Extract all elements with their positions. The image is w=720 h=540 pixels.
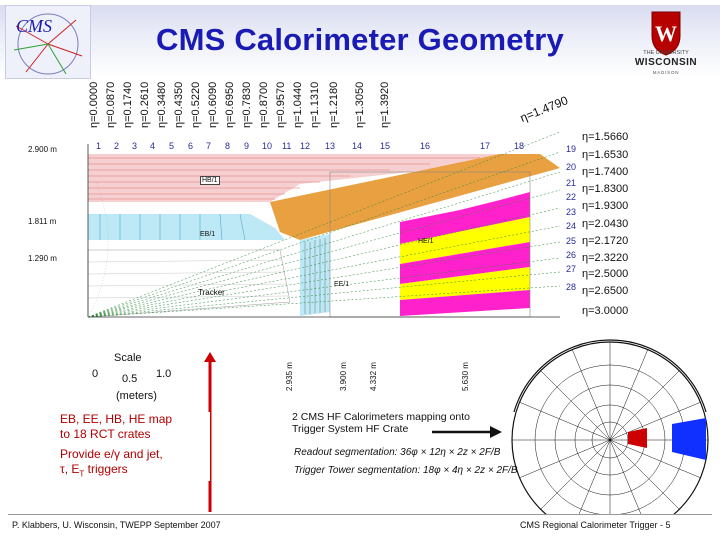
note-line2: to 18 RCT crates	[60, 427, 151, 441]
uw-crest-icon	[628, 8, 704, 56]
hf-disc-graphic	[502, 332, 714, 514]
uw-name-line2: WISCONSIN	[634, 57, 698, 68]
scale-unit: (meters)	[116, 390, 157, 402]
eta-top-label: η=1.2180	[328, 81, 340, 128]
eta-right-label: η=2.5000	[582, 268, 629, 280]
scale-half: 0.5	[122, 373, 138, 385]
dim-3900: 3.900 m	[339, 362, 348, 391]
footer-slide-number: CMS Regional Calorimeter Trigger - 5	[520, 520, 671, 530]
eta-top-label: η=0.0870	[105, 81, 117, 128]
hf-readout-segmentation: Readout segmentation: 36φ × 12η × 2z × 2F/B	[294, 447, 501, 458]
tower-number-top: 14	[352, 141, 363, 151]
tower-number-right: 25	[566, 236, 577, 246]
eta-top-label: η=0.3480	[156, 81, 168, 128]
hf-caption-line2: Trigger System HF Crate	[292, 423, 409, 435]
tower-number-top: 4	[150, 141, 156, 151]
dim-1811: 1.811 m	[28, 217, 57, 226]
eta-top-label: η=1.3920	[379, 81, 391, 128]
note-line1: EB, EE, HB, HE map	[60, 412, 173, 426]
tower-number-right: 20	[566, 162, 577, 172]
uw-name-line3: MADISON	[652, 70, 680, 75]
cms-logo-graphic	[6, 6, 90, 78]
svg-text:W: W	[655, 21, 677, 46]
eta-top-label: η=0.6950	[224, 81, 236, 128]
black-right-arrow	[432, 425, 502, 439]
tower-number-top: 5	[169, 141, 175, 151]
tower-number-top: 1	[96, 141, 102, 151]
tower-number-right: 24	[566, 221, 577, 231]
he-label: HE/1	[418, 238, 434, 245]
eta-top-label: η=0.5220	[190, 81, 202, 128]
eta-top-label: η=0.1740	[122, 81, 134, 128]
note-line3: Provide e/γ and jet,	[60, 447, 163, 461]
eta-top-label: η=0.0000	[88, 81, 100, 128]
page-title: CMS Calorimeter Geometry	[156, 22, 564, 57]
tower-number-top: 6	[188, 141, 194, 151]
eta-diagonal-label: η=1.4790	[518, 93, 570, 125]
tower-number-top: 2	[114, 141, 120, 151]
note-line4-start: τ, E	[60, 462, 80, 476]
tower-number-top: 13	[325, 141, 336, 151]
eta-top-label: η=0.9570	[275, 81, 287, 128]
eta-top-label: η=1.1310	[309, 81, 321, 128]
eta-top-label: η=0.4350	[173, 81, 185, 128]
tower-number-right: 21	[566, 178, 577, 188]
ee-label: EE/1	[334, 281, 350, 288]
hf-trigger-segmentation: Trigger Tower segmentation: 18φ × 4η × 2z × 2F/B	[294, 465, 518, 476]
tower-number-top: 9	[244, 141, 250, 151]
scale-label: Scale	[114, 352, 142, 364]
eta-right-label: η=2.1720	[582, 235, 629, 247]
cms-logo-text: CMS	[16, 16, 52, 36]
eb-label: EB/1	[200, 231, 216, 238]
note-line4	[60, 462, 210, 481]
tower-number-top: 12	[300, 141, 311, 151]
eta-right-label: η=1.8300	[582, 183, 629, 195]
tower-number-top: 3	[132, 141, 138, 151]
eta-right-label: η=1.5660	[582, 131, 629, 143]
tower-number-top: 18	[514, 141, 525, 151]
tower-number-top: 11	[282, 141, 292, 151]
dim-2900: 2.900 m	[28, 145, 57, 154]
tower-number-right: 27	[566, 264, 577, 274]
tower-number-top: 10	[262, 141, 273, 151]
eb-region	[88, 214, 285, 240]
eta-top-label: η=0.6090	[207, 81, 219, 128]
note-line4-end: triggers	[84, 462, 128, 476]
eta-right-label: η=2.6500	[582, 285, 629, 297]
tower-number-top: 8	[225, 141, 231, 151]
tower-number-top: 16	[420, 141, 431, 151]
uw-name-line1: THE UNIVERSITY	[643, 50, 689, 56]
tower-number-top: 15	[380, 141, 391, 151]
eta-top-label: η=1.3050	[354, 81, 366, 128]
tracker-label: Tracker	[198, 288, 225, 297]
hb-label: HB/1	[202, 177, 218, 184]
scale-one: 1.0	[156, 368, 172, 380]
tower-number-right: 26	[566, 250, 577, 260]
eta-top-label: η=0.2610	[139, 81, 151, 128]
tower-number-top: 7	[206, 141, 212, 151]
eta-right-label: η=1.9300	[582, 200, 629, 212]
tower-number-right: 19	[566, 144, 577, 154]
footer-divider	[8, 514, 712, 515]
note-line4-sub: T	[79, 469, 85, 479]
tower-number-right: 22	[566, 192, 577, 202]
hf-caption-line1: 2 CMS HF Calorimeters mapping onto	[292, 411, 470, 423]
eta-right-label: η=1.7400	[582, 166, 629, 178]
scale-zero: 0	[92, 368, 99, 380]
dim-4332: 4.332 m	[369, 362, 378, 391]
tower-number-top: 17	[480, 141, 491, 151]
footer-author: P. Klabbers, U. Wisconsin, TWEPP September 2007	[12, 520, 221, 530]
tower-number-right: 28	[566, 282, 577, 292]
eta-top-label: η=0.7830	[241, 81, 253, 128]
dim-5630: 5.630 m	[461, 362, 470, 391]
cms-logo	[5, 5, 91, 79]
dim-1290: 1.290 m	[28, 254, 57, 263]
rct-note-box	[60, 412, 210, 481]
eta-top-label: η=0.8700	[258, 81, 270, 128]
eta-top-label: η=1.0440	[292, 81, 304, 128]
eta-right-label: η=3.0000	[582, 305, 629, 317]
dim-2935: 2.935 m	[285, 362, 294, 391]
eta-right-label: η=2.0430	[582, 218, 629, 230]
tower-number-right: 23	[566, 207, 577, 217]
eta-right-label: η=1.6530	[582, 149, 629, 161]
eta-right-label: η=2.3220	[582, 252, 629, 264]
he-region	[400, 192, 530, 316]
